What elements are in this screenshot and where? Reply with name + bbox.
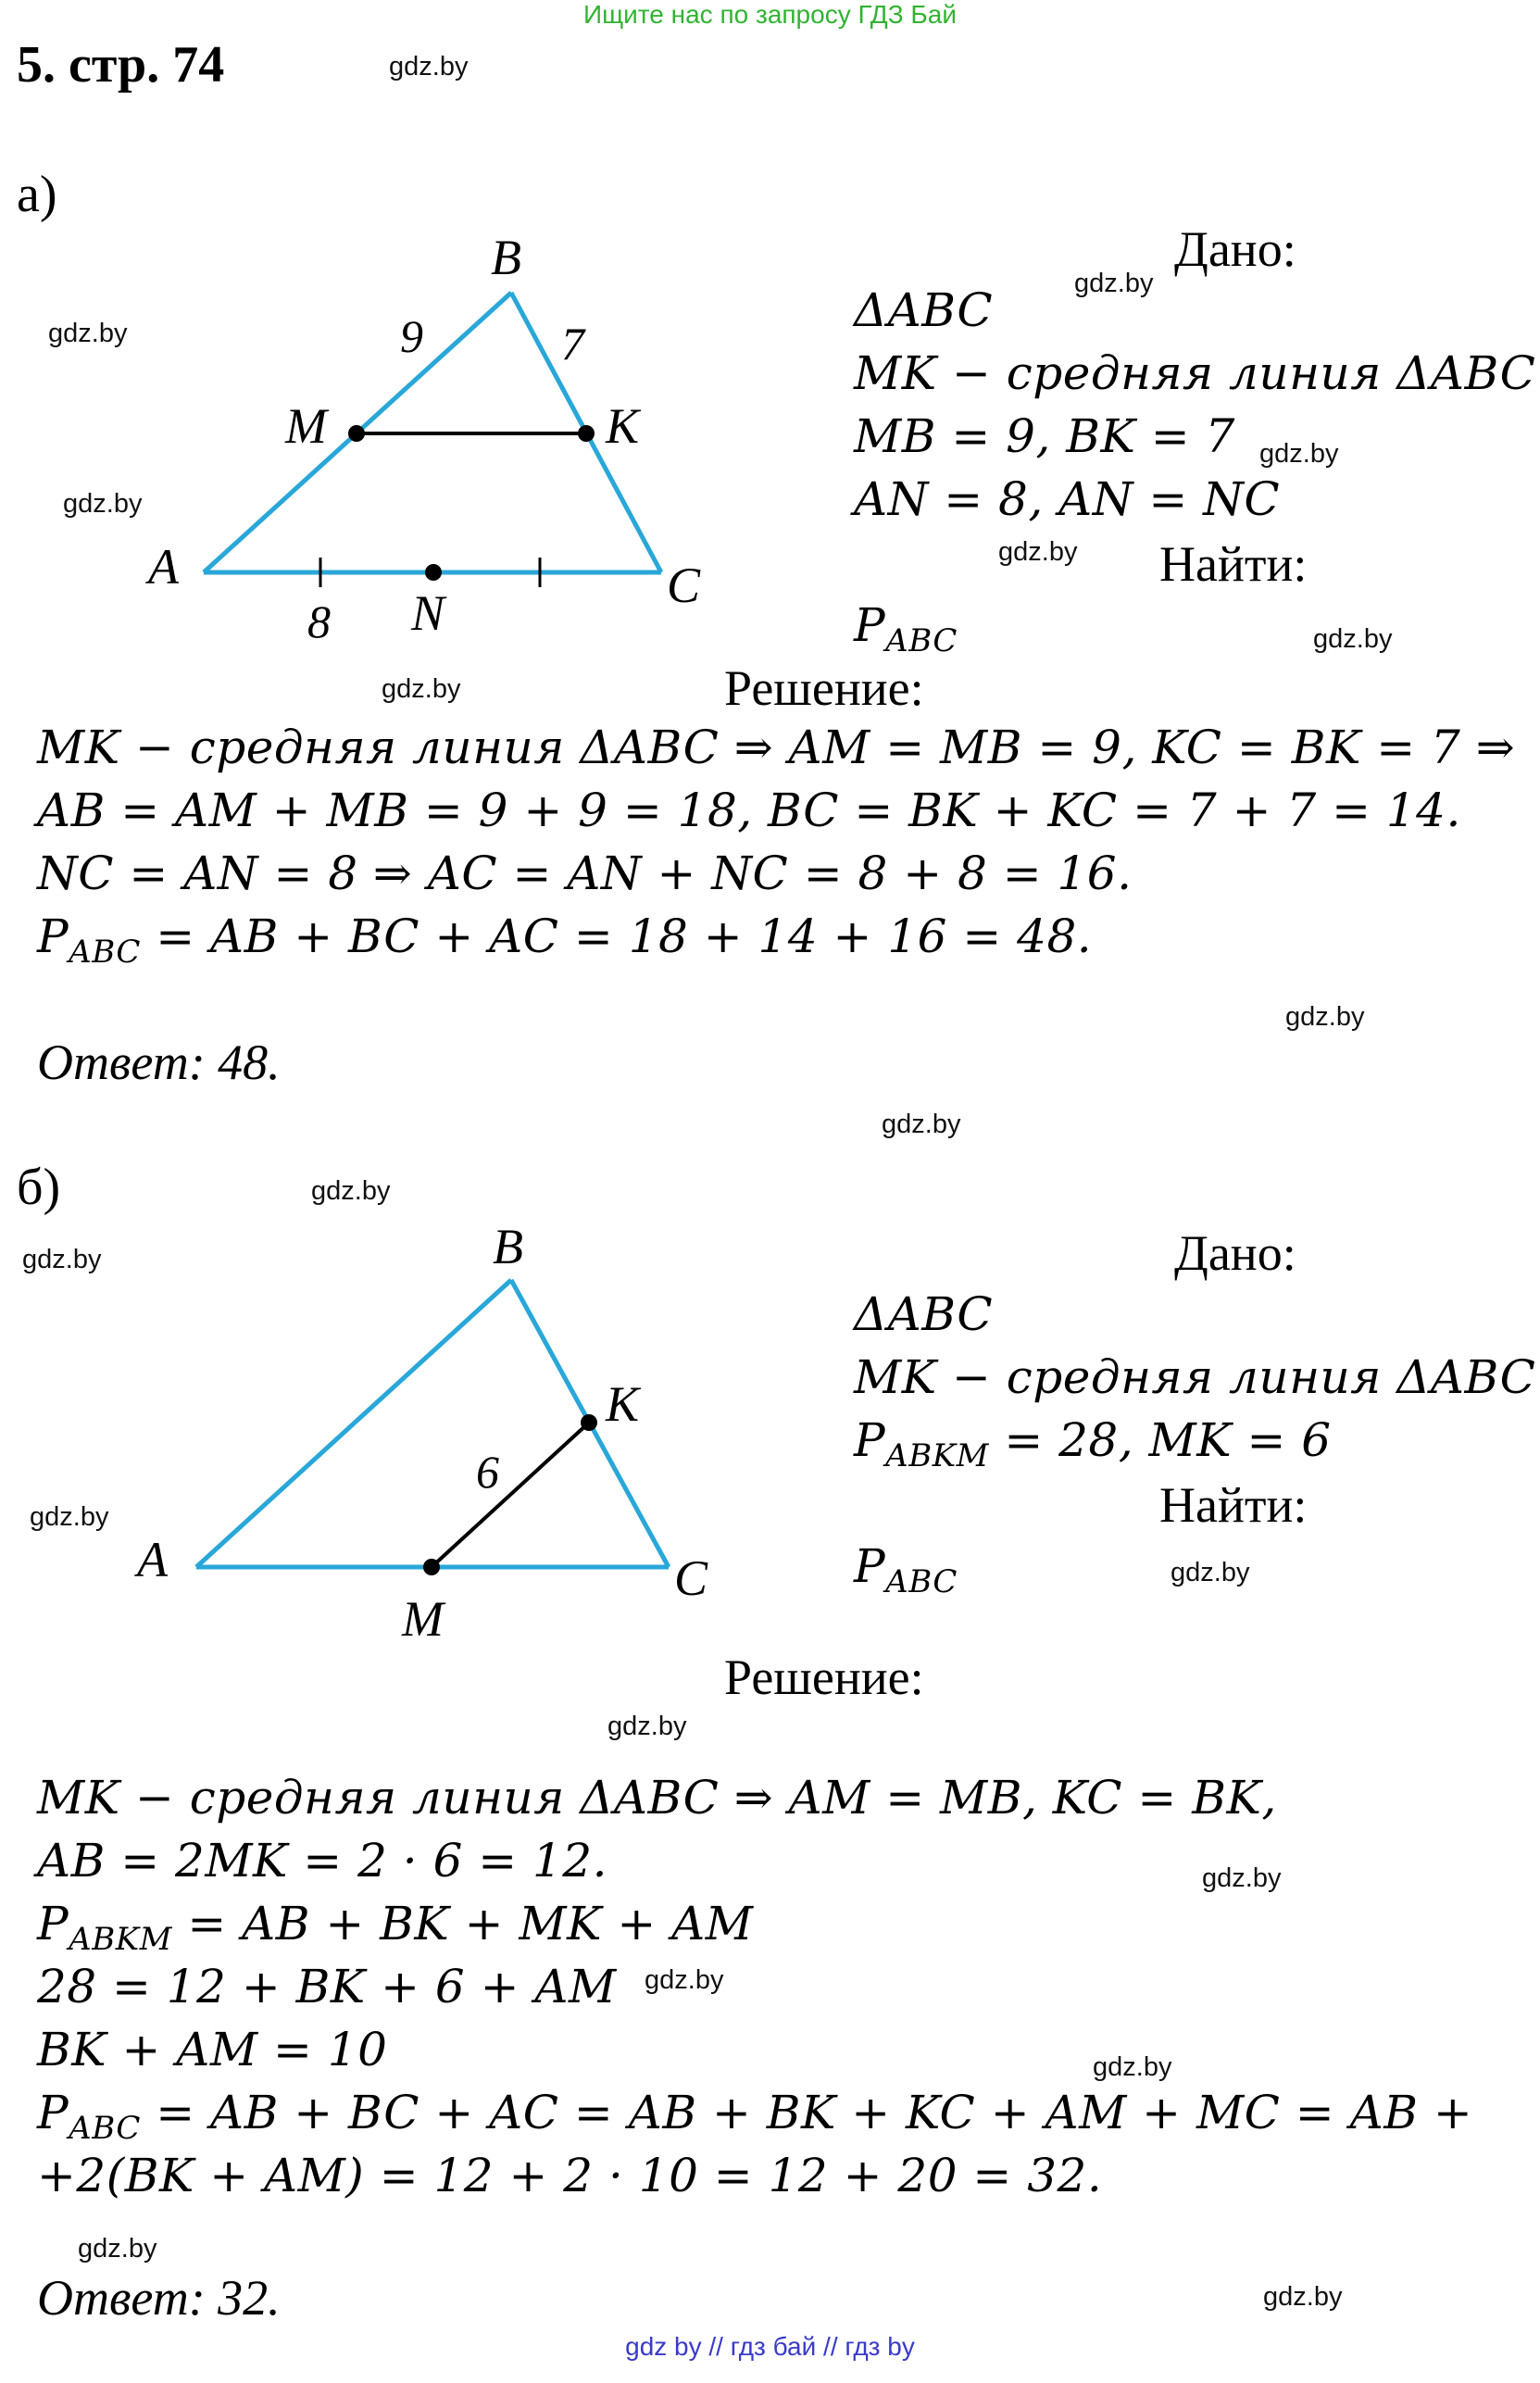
length-mk-label: 6	[476, 1446, 499, 1498]
find-title-b: Найти:	[1159, 1477, 1308, 1533]
vertex-b-label: B	[493, 1219, 523, 1274]
point-m-label: M	[285, 398, 327, 454]
part-b-label: б)	[17, 1159, 61, 1216]
given-item-a: ΔABC	[854, 283, 994, 337]
watermark: gdz.by	[63, 489, 143, 519]
length-an-label: 8	[307, 596, 331, 647]
length-bk-label: 7	[561, 318, 584, 370]
search-banner[interactable]: Ищите нас по запросу ГДЗ Бай	[582, 0, 958, 29]
watermark: gdz.by	[30, 1502, 109, 1532]
watermark: gdz.by	[311, 1176, 391, 1206]
vertex-b-label: B	[491, 230, 521, 285]
watermark: gdz.by	[1074, 269, 1154, 298]
watermark: gdz.by	[389, 52, 469, 82]
watermark: gdz.by	[78, 2234, 157, 2264]
answer-a: Ответ: 48.	[37, 1035, 281, 1090]
vertex-a-label: A	[148, 539, 179, 595]
watermark: gdz.by	[48, 319, 128, 348]
solution-line-b: BK + AM = 10	[37, 2023, 388, 2076]
length-mb-label: 9	[400, 310, 423, 362]
given-title-b: Дано:	[1174, 1225, 1296, 1281]
watermark: gdz.by	[1202, 1863, 1282, 1893]
given-item-a: MK − средняя линия ΔABC	[854, 346, 1536, 400]
watermark: gdz.by	[382, 674, 461, 704]
watermark: gdz.by	[998, 537, 1078, 567]
watermark: gdz.by	[1171, 1558, 1250, 1587]
watermark: gdz.by	[607, 1712, 687, 1741]
given-item-b: $P_{ABKM} = 28$, MK = 6	[854, 1413, 1332, 1474]
watermark: gdz.by	[1259, 439, 1339, 469]
given-item-a: MB = 9, BK = 7	[854, 409, 1235, 463]
given-item-a: AN = 8, AN = NC	[854, 472, 1281, 526]
part-a-label: а)	[17, 166, 57, 223]
solution-line-b: AB = 2MK = 2 · 6 = 12.	[37, 1834, 608, 1888]
triangle-figure-b	[0, 1204, 759, 1667]
solution-line-b: $P_{ABKM}$ = AB + BK + MK + AM	[37, 1897, 754, 1958]
answer-b: Ответ: 32.	[37, 2270, 281, 2326]
given-item-b: ΔABC	[854, 1287, 994, 1341]
solution-line-a: MK − средняя линия ΔABC ⇒ AM = MB = 9, KC = BK = 7 ⇒	[37, 721, 1516, 774]
solution-line-a: $P_{ABC}$ = AB + BC + AC = 18 + 14 + 16 = 48.	[37, 909, 1093, 971]
point-k-label: K	[606, 1376, 640, 1432]
vertex-c-label: C	[674, 1550, 708, 1606]
triangle-figure-a	[0, 213, 759, 676]
watermark: gdz.by	[882, 1110, 961, 1139]
watermark: gdz.by	[1093, 2052, 1172, 2082]
solution-title-b: Решение:	[724, 1649, 924, 1705]
solution-line-a: NC = AN = 8 ⇒ AC = AN + NC = 8 + 8 = 16.	[37, 847, 1133, 900]
solution-title-a: Решение:	[724, 660, 924, 716]
footer-links[interactable]: gdz by // гдз бай // гдз by	[625, 2332, 915, 2361]
solution-line-b: MK − средняя линия ΔABC ⇒ AM = MB, KC = BK,	[37, 1771, 1277, 1825]
vertex-c-label: C	[667, 558, 701, 613]
find-title-a: Найти:	[1159, 536, 1308, 592]
page-title: 5. стр. 74	[17, 36, 225, 94]
watermark: gdz.by	[645, 1965, 724, 1995]
watermark: gdz.by	[1285, 1002, 1365, 1032]
solution-line-b: 28 = 12 + BK + 6 + AM	[37, 1960, 617, 2013]
solution-line-b: $P_{ABC}$ = AB + BC + AC = AB + BK + KC + AM + MC = AB +	[37, 2086, 1473, 2147]
find-item-b: $P_{ABC}$	[854, 1539, 958, 1600]
solution-line-a: AB = AM + MB = 9 + 9 = 18, BC = BK + KC = 7 + 7 = 14.	[37, 784, 1461, 837]
solution-line-b: +2(BK + AM) = 12 + 2 · 10 = 12 + 20 = 32.	[37, 2149, 1103, 2202]
point-n-label: N	[411, 585, 445, 641]
find-item-a: $P_{ABC}$	[854, 598, 958, 659]
given-title-a: Дано:	[1174, 221, 1296, 277]
point-k-label: K	[606, 398, 640, 454]
watermark: gdz.by	[22, 1245, 102, 1274]
vertex-a-label: A	[137, 1532, 168, 1587]
watermark: gdz.by	[1313, 624, 1393, 654]
point-m-label: M	[402, 1591, 444, 1647]
given-item-b: MK − средняя линия ΔABC	[854, 1350, 1536, 1404]
watermark: gdz.by	[1263, 2282, 1343, 2312]
